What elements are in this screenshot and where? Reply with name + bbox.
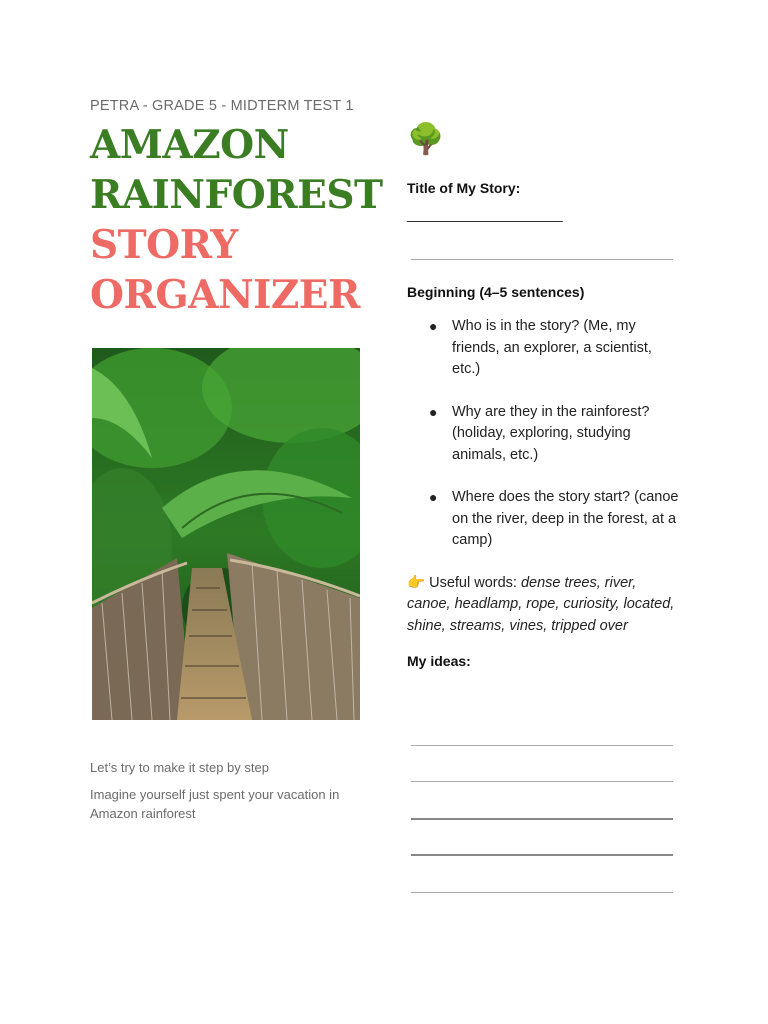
bullet-icon: ●	[429, 318, 438, 334]
bullet-icon: ●	[429, 489, 438, 505]
useful-words-list: dense trees, river, canoe, headlamp, rope, curiosity, located, shine, streams, vines, tripped over	[407, 574, 675, 634]
title-line-rainforest: RAINFOREST	[90, 172, 383, 218]
idea-line-3[interactable]	[411, 818, 673, 820]
story-title-label: Title of My Story:	[407, 180, 521, 196]
note-imagine: Imagine yourself just spent your vacation in Amazon rainforest	[90, 787, 340, 821]
title-line-story: STORY	[90, 222, 238, 268]
title-answer-line[interactable]	[411, 259, 673, 260]
note-step-by-step: Let’s try to make it step by step	[90, 760, 269, 775]
question-list	[407, 316, 682, 552]
pointing-hand-icon: 👉	[407, 574, 426, 591]
idea-line-1[interactable]	[411, 745, 673, 746]
question-who: Who is in the story? (Me, my friends, an explorer, a scientist, etc.)	[452, 318, 652, 377]
story-title-blank: ____________________	[407, 206, 563, 222]
my-ideas-label: My ideas:	[407, 653, 471, 669]
rainforest-bridge-photo	[92, 348, 360, 720]
rainforest-bridge-illustration	[92, 348, 360, 720]
list-item	[407, 316, 682, 381]
list-item	[407, 402, 682, 467]
bullet-icon: ●	[429, 403, 438, 420]
title-line-organizer: ORGANIZER	[90, 272, 360, 318]
useful-words-label: Useful words:	[429, 574, 517, 591]
test-subtitle: PETRA - GRADE 5 - MIDTERM TEST 1	[90, 98, 354, 114]
idea-line-2[interactable]	[411, 781, 673, 782]
title-line-amazon: AMAZON	[90, 122, 289, 168]
question-why: Why are they in the rainforest? (holiday, exploring, studying animals, etc.)	[452, 403, 650, 463]
question-where: Where does the story start? (canoe on the river, deep in the forest, at a camp)	[452, 489, 679, 548]
idea-line-4[interactable]	[411, 854, 673, 856]
beginning-label: Beginning (4–5 sentences)	[407, 284, 585, 300]
tree-icon: 🌳	[407, 123, 445, 156]
useful-words	[407, 573, 682, 638]
right-column	[407, 120, 682, 669]
list-item	[407, 487, 682, 552]
idea-line-5[interactable]	[411, 892, 673, 893]
left-column	[90, 98, 383, 320]
